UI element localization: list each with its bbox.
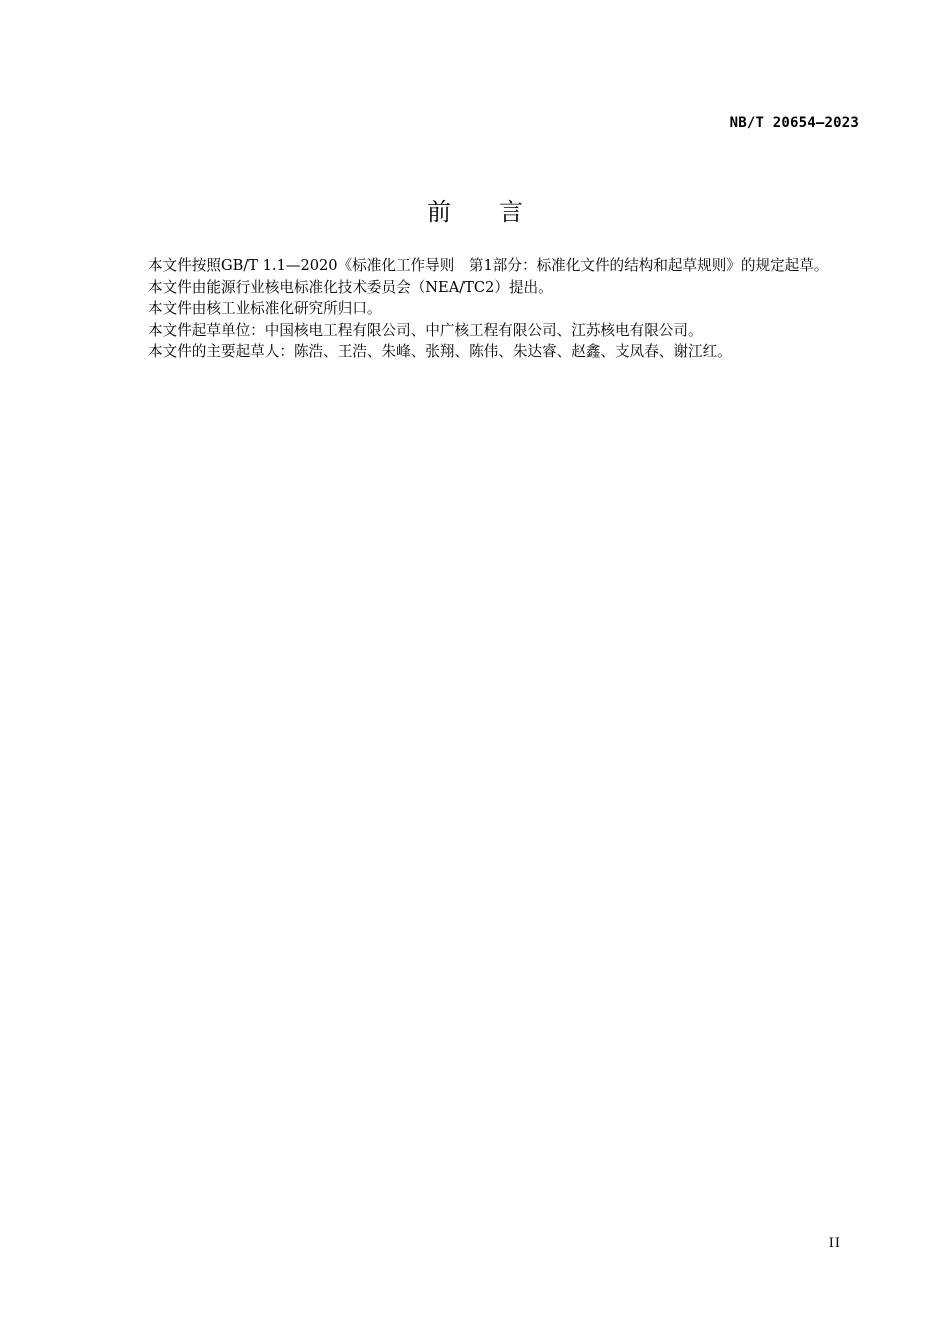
- paragraph-administrator: 本文件由核工业标准化研究所归口。: [148, 300, 382, 317]
- paragraph-drafters: 本文件的主要起草人：陈浩、王浩、朱峰、张翔、陈伟、朱达睿、赵鑫、支凤春、谢江红。: [148, 343, 732, 360]
- page-title: [0, 192, 950, 227]
- title-char-2: 言: [499, 198, 523, 226]
- document-code: NB/T 20654—2023: [729, 115, 859, 131]
- title-char-1: 前: [427, 198, 451, 226]
- paragraph-proposer: 本文件由能源行业核电标准化技术委员会（NEA/TC2）提出。: [148, 278, 553, 296]
- page-number: II: [828, 1236, 841, 1251]
- foreword-body: [114, 255, 860, 363]
- paragraph-drafting-units: 本文件起草单位：中国核电工程有限公司、中广核工程有限公司、江苏核电有限公司。: [148, 321, 703, 339]
- paragraph-drafting-rules: 本文件按照GB/T 1.1—2020《标准化工作导则 第1部分：标准化文件的结构和起草规则》的规定起草。: [148, 257, 829, 274]
